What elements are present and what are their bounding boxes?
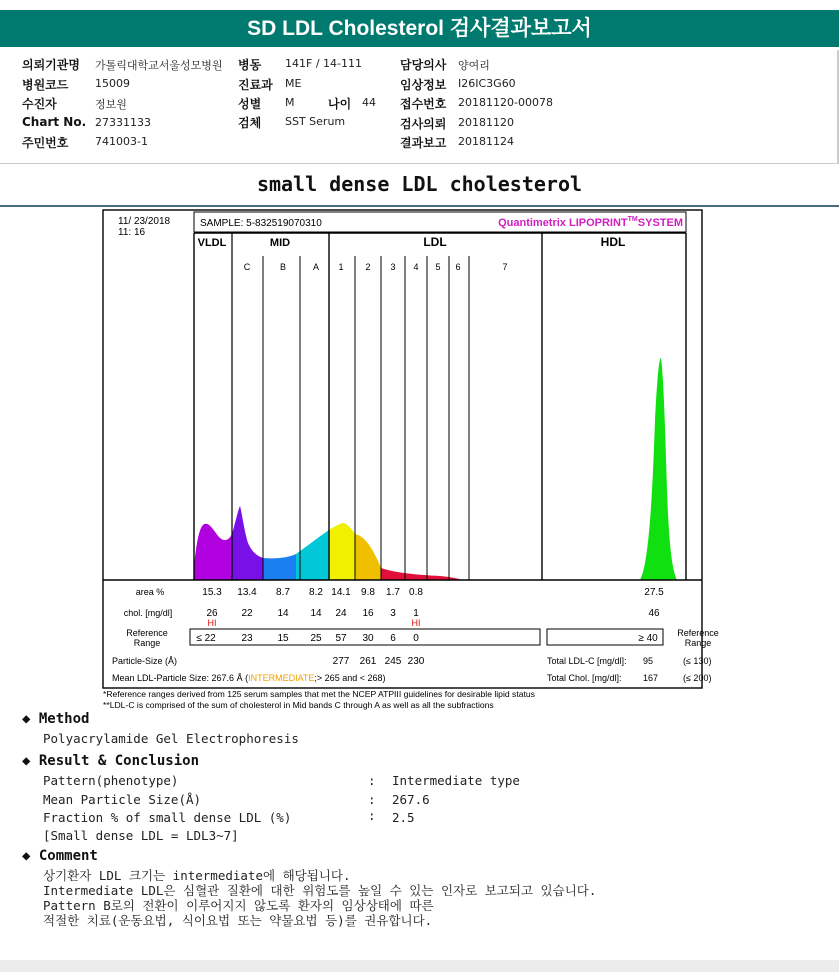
mean-size-colon: : [368, 792, 376, 807]
hospital-value: 가톨릭대학교서울성모병원 [95, 59, 223, 72]
peak-mid-a [296, 530, 329, 580]
area-2: 9.8 [361, 587, 375, 598]
method-text: Polyacrylamide Gel Electrophoresis [43, 731, 299, 746]
band-2: 2 [365, 262, 371, 272]
intermediate-flag: INTERMEDIATE [248, 673, 315, 683]
ps-values [333, 656, 425, 667]
hospital-label: 의뢰기관명 [22, 58, 80, 72]
area-3: 1.7 [386, 587, 400, 598]
method-heading [22, 711, 89, 727]
row-ps-label: Particle-Size (Å) [112, 656, 178, 666]
peak-ldl-2 [355, 534, 381, 580]
ref-2: 30 [362, 633, 374, 644]
footnote-1: *Reference ranges derived from 125 serum samples that met the NCEP ATPIII guidelines for desirable lipid status [103, 689, 535, 699]
comment-line-3: Pattern B로의 전환이 이루어지지 않도록 환자의 임상상태에 따른 [43, 898, 434, 913]
comment-line-2: Intermediate LDL은 심혈관 질환에 대한 위험도를 높일 수 있는 인자로 보고되고 있습니다. [43, 883, 597, 898]
ps-4: 230 [407, 656, 425, 667]
chol-hdl: 46 [648, 608, 660, 619]
comment-heading-text: Comment [38, 848, 98, 864]
ps-2: 261 [359, 656, 377, 667]
total-ldl-limit: (≤ 130) [683, 656, 712, 666]
chol-b: 14 [277, 608, 289, 619]
chart-no-value: 27331133 [95, 116, 151, 129]
diamond-icon: ◆ [22, 848, 39, 864]
chol-1: 24 [335, 608, 347, 619]
doctor-label: 담당의사 [400, 58, 447, 72]
clinical-value: I26IC3G60 [458, 77, 516, 90]
ward-label: 병동 [238, 58, 262, 72]
area-4: 0.8 [409, 587, 423, 598]
fraction-value: 2.5 [392, 810, 415, 825]
band-5: 5 [435, 262, 441, 272]
specimen-label: 검체 [238, 116, 262, 130]
chart-date: 11/ 23/2018 [118, 216, 171, 227]
section-subtitle: small dense LDL cholesterol [256, 172, 583, 196]
group-ldl: LDL [423, 235, 447, 249]
area-1: 14.1 [331, 587, 351, 598]
pattern-value: Intermediate type [392, 773, 520, 788]
code-value: 15009 [95, 77, 130, 90]
band-b: B [279, 262, 287, 272]
chol-2: 16 [362, 608, 374, 619]
area-hdl: 27.5 [644, 587, 664, 598]
chart-frame [103, 210, 702, 688]
area-vldl: 15.3 [202, 587, 222, 598]
doctor-value: 양여리 [458, 59, 490, 72]
total-chol-label: Total Chol. [mg/dl]: [547, 673, 622, 683]
ref-3: 6 [390, 633, 396, 644]
total-ldl-value: 95 [643, 656, 654, 666]
sex-value: M [285, 96, 295, 109]
total-chol-limit: (≤ 200) [683, 673, 712, 683]
peak-ldl-3-7 [381, 568, 462, 580]
chol-c: 22 [241, 608, 253, 619]
band-4: 4 [413, 262, 419, 272]
ps-1: 277 [332, 656, 350, 667]
diamond-icon: ◆ [22, 753, 39, 769]
total-chol-value: 167 [643, 673, 659, 683]
mean-ldl-range: ;> 265 and < 268) [314, 673, 386, 683]
dept-label: 진료과 [238, 78, 273, 92]
chol-a: 14 [310, 608, 322, 619]
ref-hdl: ≥ 40 [638, 633, 658, 644]
specimen-value: SST Serum [285, 115, 346, 128]
mean-size-label: Mean Particle Size(Å) [43, 792, 202, 807]
chol-vldl: 26 [206, 608, 218, 619]
patient-label: 수진자 [22, 97, 57, 111]
age-value: 44 [362, 96, 376, 109]
result-heading [22, 753, 199, 769]
brand-tm: TM [627, 216, 638, 223]
request-label: 검사의뢰 [400, 117, 447, 131]
brand-part-a: Quantimetrix LIPOPRINT [498, 217, 628, 229]
group-mid: MID [269, 237, 291, 249]
chol-4: 1 [413, 608, 419, 619]
group-hdl: HDL [600, 235, 626, 249]
peak-vldl [194, 524, 232, 580]
chol-3: 3 [390, 608, 396, 619]
comment-line-4: 적절한 치료(운동요법, 식이요법 또는 약물요법 등)를 권유합니다. [43, 913, 433, 928]
footnote-2: **LDL-C is comprised of the sum of cholesterol in Mid bands C through A as well as all the subfractions [103, 700, 494, 710]
small-dense-note: [Small dense LDL = LDL3~7] [43, 828, 239, 843]
fraction-label: Fraction % of small dense LDL (%) [43, 810, 292, 825]
ps-3: 245 [384, 656, 402, 667]
ref-c: 23 [241, 633, 253, 644]
ward-value: 141F / 14-111 [285, 57, 362, 70]
area-b: 8.7 [276, 587, 290, 598]
peak-ldl-1 [329, 523, 355, 580]
age-label: 나이 [328, 97, 352, 111]
ref-values [196, 633, 658, 644]
chart-no-label: Chart No. [22, 115, 87, 129]
code-label: 병원코드 [22, 78, 69, 92]
pattern-label: Pattern(phenotype) [43, 773, 179, 788]
pattern-colon: : [368, 773, 376, 788]
band-6: 6 [455, 262, 461, 272]
row-chol-label: chol. [mg/dl] [123, 608, 173, 618]
band-1: 1 [338, 262, 344, 272]
chart-sample: SAMPLE: 5-832519070310 [200, 218, 322, 229]
comment-heading [22, 848, 98, 864]
receipt-label: 접수번호 [400, 97, 447, 111]
area-a: 8.2 [309, 587, 323, 598]
mean-ldl-size [112, 673, 385, 683]
ref-vldl: ≤ 22 [196, 633, 216, 644]
group-vldl: VLDL [197, 237, 227, 249]
report-title: SD LDL Cholesterol 검사결과보고서 [0, 10, 839, 47]
band-c: C [243, 262, 251, 272]
brand-part-b: SYSTEM [637, 217, 683, 229]
band-a: A [312, 262, 320, 272]
area-values [202, 587, 664, 598]
diamond-icon: ◆ [22, 711, 39, 727]
chol-values [206, 608, 660, 619]
hi-flag-vldl: HI [207, 618, 217, 628]
sex-label: 성별 [238, 97, 262, 111]
ref-4: 0 [413, 633, 419, 644]
row-area-label: area % [135, 587, 165, 597]
band-7: 7 [502, 262, 508, 272]
ref-1: 57 [335, 633, 347, 644]
mean-size-value: 267.6 [392, 792, 430, 807]
page-bottom-band [0, 960, 839, 972]
band-3: 3 [390, 262, 396, 272]
id-label: 주민번호 [22, 136, 69, 150]
ref-right-2: Range [684, 638, 712, 648]
result-heading-text: Result & Conclusion [38, 753, 200, 769]
ref-a: 25 [310, 633, 322, 644]
report-date-value: 20181124 [458, 135, 514, 148]
total-ldl-label: Total LDL-C [mg/dl]: [547, 656, 627, 666]
report-date-label: 결과보고 [400, 136, 447, 150]
hi-flag-ldl4: HI [411, 618, 421, 628]
ref-label-1: Reference [126, 628, 168, 638]
chart-time: 11: 16 [118, 227, 146, 238]
peak-hdl [640, 358, 677, 580]
peak-mid-b [263, 554, 296, 580]
method-heading-text: Method [38, 711, 90, 727]
request-value: 20181120 [458, 116, 514, 129]
dept-value: ME [285, 77, 302, 90]
ref-label-2: Range [133, 638, 161, 648]
ref-right-1: Reference [677, 628, 719, 638]
id-value: 741003-1 [95, 135, 148, 148]
area-c: 13.4 [237, 587, 257, 598]
peak-mid-c [232, 506, 263, 580]
patient-value: 정보원 [95, 98, 127, 111]
band-dividers [194, 233, 686, 580]
comment-line-1: 상기환자 LDL 크기는 intermediate에 해당됩니다. [43, 868, 351, 883]
receipt-value: 20181120-00078 [458, 96, 553, 109]
mean-ldl-text: Mean LDL-Particle Size: 267.6 Å ( [112, 673, 249, 683]
fraction-colon: : [368, 808, 376, 823]
chart-brand [498, 216, 683, 229]
ref-b: 15 [277, 633, 289, 644]
clinical-label: 임상정보 [400, 78, 447, 92]
